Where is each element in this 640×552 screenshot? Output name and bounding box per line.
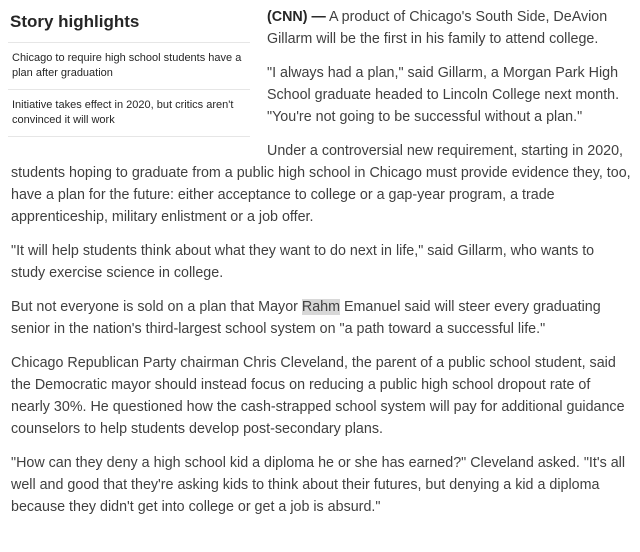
paragraph-5-text-end: Emanuel said will steer every graduating senior in the nation's third-largest school system on "a path toward a successful life." (11, 299, 601, 337)
paragraph-6: Chicago Republican Party chairman Chris Cleveland, the parent of a public school student, said the Democratic mayor should instead focus on reducing a public high school dropout rate of nearly 30%. He questioned how the cash-strapped school system will pay for additional guidance counselors to help students develop post-secondary plans. (11, 355, 625, 437)
paragraph-7: "How can they deny a high school kid a diploma he or she has earned?" Cleveland asked. "It's all well and good that they're asking kids to think about their futures, but denying a kid a diploma because they didn't get into college or get a job is absurd." (11, 455, 626, 515)
story-highlights-title: Story highlights (8, 6, 250, 43)
paragraph-5 (11, 296, 631, 340)
paragraph-3: Under a controversial new requirement, starting in 2020, students hoping to graduate from a public high school in Chicago must provide evidence they, too, have a plan for the future: either acceptance to college or a gap-year program, a trade apprenticeship, military enlistment or a job offer. (11, 143, 631, 225)
lead-column (267, 6, 631, 128)
paragraph-1 (267, 6, 631, 50)
paragraph-2: "I always had a plan," said Gillarm, a Morgan Park High School graduate headed to Lincoln College next month. "You're not going to be successful without a plan." (267, 65, 620, 125)
highlight-item: Chicago to require high school students have a plan after graduation (8, 43, 250, 90)
highlighted-word: Rahm (301, 299, 341, 315)
paragraph-4: "It will help students think about what they want to do next in life," said Gillarm, who wants to study exercise science in college. (11, 243, 595, 281)
paragraph-5-text-start: But not everyone is sold on a plan that Mayor (11, 299, 302, 315)
dateline: (CNN) — (267, 9, 326, 25)
paragraph-1-text: A product of Chicago's South Side, DeAvion Gillarm will be the first in his family to attend college. (267, 9, 608, 47)
highlight-item: Initiative takes effect in 2020, but critics aren't convinced it will work (8, 90, 250, 137)
article-body (11, 6, 631, 530)
